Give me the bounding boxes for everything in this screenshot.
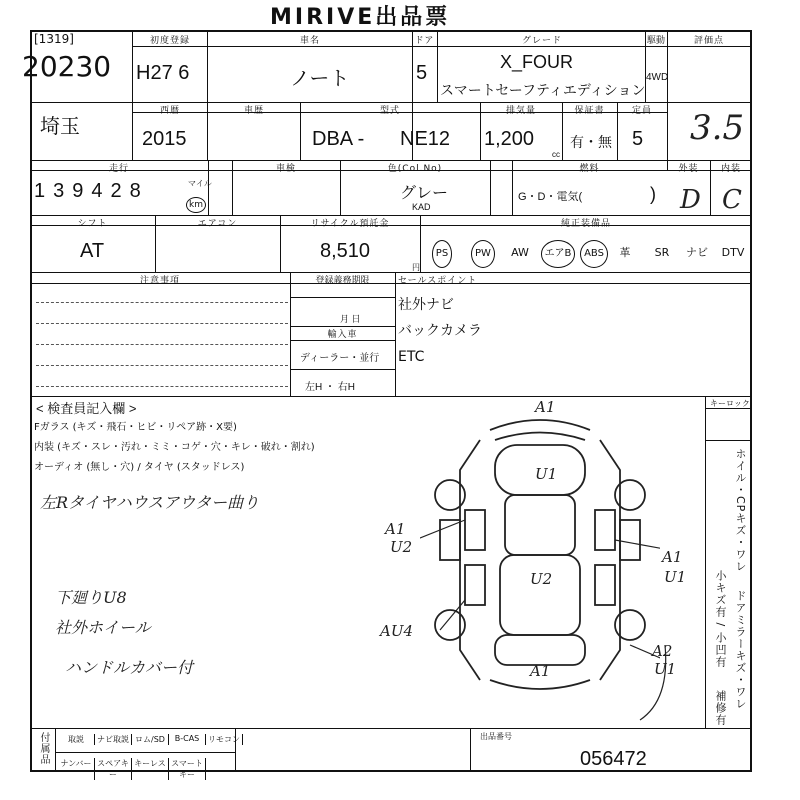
mileage-digit: 8 <box>129 180 141 202</box>
header-seireki: 西暦 <box>159 106 180 116</box>
shift-value: AT <box>80 240 105 262</box>
displacement-value: 1,200 <box>484 128 535 150</box>
color-value: グレー <box>400 185 449 202</box>
diagram-mark-center: U2 <box>530 570 553 588</box>
left-body-line <box>460 440 480 680</box>
header-score: 評価点 <box>693 36 724 46</box>
accessory-item: スペアキー <box>95 758 132 780</box>
header-aircon: エアコン <box>197 219 238 229</box>
header-shaken-date: 車検 <box>275 164 296 174</box>
equipment-item: AW <box>511 246 529 259</box>
diagram-mark-top: A1 <box>535 398 556 416</box>
displacement-unit: cc <box>552 150 560 159</box>
inspector-line: Fガラス (キズ・飛石・ヒビ・リペア跡・X要) <box>34 422 237 433</box>
accessories-label: 付属品 <box>38 732 49 765</box>
damage-legend-item: 小キズ有 / 小凹有 <box>714 570 727 668</box>
mile-label: マイル <box>188 179 212 188</box>
model-prefix: DBA - <box>312 128 365 150</box>
recycle-unit: 円 <box>412 263 420 272</box>
equipment-item: PS <box>424 236 460 270</box>
header-mileage: 走行 <box>108 164 129 174</box>
header-sales-point: セールスポイント <box>398 276 478 286</box>
recycle-value: 8,510 <box>320 240 371 262</box>
fuel-close: ) <box>650 184 656 204</box>
exterior-grade: D <box>680 185 701 215</box>
equipment-item: ナビ <box>686 246 708 259</box>
header-doors: ドア <box>414 36 435 46</box>
header-capacity: 定員 <box>631 106 652 116</box>
handwritten-note: 下廻りU8 <box>55 588 127 607</box>
header-equipment: 純正装備品 <box>560 219 611 229</box>
mileage-digit: 9 <box>72 180 84 202</box>
header-color: 色(Col.No) <box>387 164 443 174</box>
km-badge: km <box>186 192 206 213</box>
inspector-line: 内装 (キズ・スレ・汚れ・ミミ・コゲ・穴・キレ・破れ・割れ) <box>34 442 315 453</box>
mileage-digits <box>34 180 141 203</box>
inspector-lines <box>34 418 315 478</box>
header-car-name: 車名 <box>299 36 320 46</box>
mileage-digit: 3 <box>53 180 65 202</box>
diagram-mark-rear-right2: U1 <box>654 660 677 678</box>
accessory-item: ナンバー <box>58 758 95 780</box>
ship-no-label: 出品番号 <box>480 732 512 741</box>
roof-outline <box>500 555 580 635</box>
right-door-front <box>595 510 615 550</box>
keyless-label: キーロック <box>710 399 750 408</box>
damage-legend-item: ホイル・CPキズ・ワレ <box>734 448 747 573</box>
diagram-mark-left2: U2 <box>390 538 413 556</box>
equipment-item: SR <box>654 246 670 259</box>
header-first-reg: 初度登録 <box>149 36 190 46</box>
header-notes: 注意事項 <box>139 276 180 286</box>
fuel-value: G・D・電気( <box>518 191 583 203</box>
handwritten-note: ハンドルカバー付 <box>65 658 194 677</box>
diagram-mark-right: A1 <box>662 548 683 566</box>
accessories-row-1 <box>58 734 243 745</box>
equipment-item: DTV <box>721 246 745 259</box>
sales-point-list <box>398 292 482 370</box>
diagram-mark-rear-right: A2 <box>652 642 673 660</box>
header-displacement: 排気量 <box>505 106 536 116</box>
accessory-item: ナビ取説 <box>95 734 132 745</box>
right-mirror <box>620 520 640 560</box>
color-code: KAD <box>412 202 431 212</box>
header-history: 車歴 <box>243 106 264 116</box>
doors-value: 5 <box>416 62 428 84</box>
header-reg-expiry: 登録義務期限 <box>315 276 370 286</box>
equipment-item: ABS <box>578 236 610 270</box>
accessory-item: B-CAS <box>169 734 206 745</box>
header-grade: グレード <box>521 36 562 46</box>
damage-legend-item: ドアミラーキズ・ワレ <box>734 590 747 710</box>
handwritten-note: 社外ホイール <box>55 618 151 637</box>
front-grille-outline <box>495 433 585 441</box>
left-door-front <box>465 510 485 550</box>
header-interior: 内装 <box>720 164 741 174</box>
equipment-item: PW <box>466 236 500 270</box>
inspector-line: オーディオ (無し・穴) / タイヤ (スタッドレス) <box>34 462 245 473</box>
mileage-digit: 2 <box>110 180 122 202</box>
left-door-rear <box>465 565 485 605</box>
ship-number: 056472 <box>580 748 647 770</box>
lot-code: [1319] <box>34 32 74 46</box>
equipment-item: エアB <box>540 236 576 270</box>
first-reg-value: H27 6 <box>136 62 190 84</box>
inspector-header: < 検査員記入欄 > <box>36 401 137 416</box>
score-value: 3.5 <box>690 108 745 148</box>
grade-line2: スマートセーフティエディション <box>440 82 646 98</box>
header-shift: シフト <box>77 219 108 229</box>
page-title: MIRIVE出品票 <box>270 5 451 30</box>
grade-line1: X_FOUR <box>500 52 574 72</box>
front-bumper-outline <box>490 420 590 430</box>
header-warranty: 保証書 <box>574 106 605 116</box>
header-fuel: 燃料 <box>579 164 600 174</box>
accessory-item: スマートキー <box>169 758 206 780</box>
accessory-item: リモコン <box>206 734 243 745</box>
dealer-label: ディーラー・並行 <box>300 353 380 364</box>
accessory-item: キーレス <box>132 758 169 780</box>
drive-value: 4WD <box>646 72 669 83</box>
equipment-item: 革 <box>619 246 631 259</box>
header-model: 型式 <box>379 106 400 116</box>
accessory-item: 取説 <box>58 734 95 745</box>
long-arrow <box>600 640 680 730</box>
mileage-digit: 1 <box>34 180 46 202</box>
diagram-mark-rear: A1 <box>530 662 551 680</box>
warranty-value: 有・無 <box>570 134 612 150</box>
year-value: 2015 <box>142 128 187 150</box>
interior-grade: C <box>722 185 742 215</box>
handle-label: 左H ・ 右H <box>305 382 355 393</box>
diagram-mark-top-inner: U1 <box>535 465 558 483</box>
handwritten-note: 左Rタイヤハウスアウター曲り <box>40 493 260 512</box>
sales-point-item: 社外ナビ <box>398 297 454 313</box>
damage-legend-item: 補修有 <box>714 690 727 726</box>
rear-bumper-outline <box>490 680 590 689</box>
roof-front-outline <box>505 495 575 555</box>
header-drive: 駆動 <box>646 36 665 46</box>
mileage-digit: 4 <box>91 180 103 202</box>
header-recycle: リサイクル預託金 <box>310 219 390 229</box>
prefecture-value: 埼玉 <box>40 116 80 138</box>
diagram-mark-left-lower: AU4 <box>380 622 414 640</box>
trunk-outline <box>495 635 585 665</box>
import-label: 輸入車 <box>327 330 358 340</box>
header-exterior: 外装 <box>678 164 699 174</box>
diagram-mark-right2: U1 <box>664 568 687 586</box>
capacity-value: 5 <box>632 128 644 150</box>
right-door-rear <box>595 565 615 605</box>
accessory-item: ロム/SD <box>132 734 169 745</box>
lot-number: 20230 <box>22 50 112 83</box>
accessories-row-2 <box>58 758 206 780</box>
car-name-value: ノート <box>290 68 350 90</box>
sales-point-item: バックカメラ <box>398 323 482 339</box>
diagram-mark-left: A1 <box>385 520 406 538</box>
reg-month-label: 月 日 <box>340 314 361 324</box>
model-code: NE12 <box>400 128 451 150</box>
sales-point-item: ETC <box>398 349 425 365</box>
